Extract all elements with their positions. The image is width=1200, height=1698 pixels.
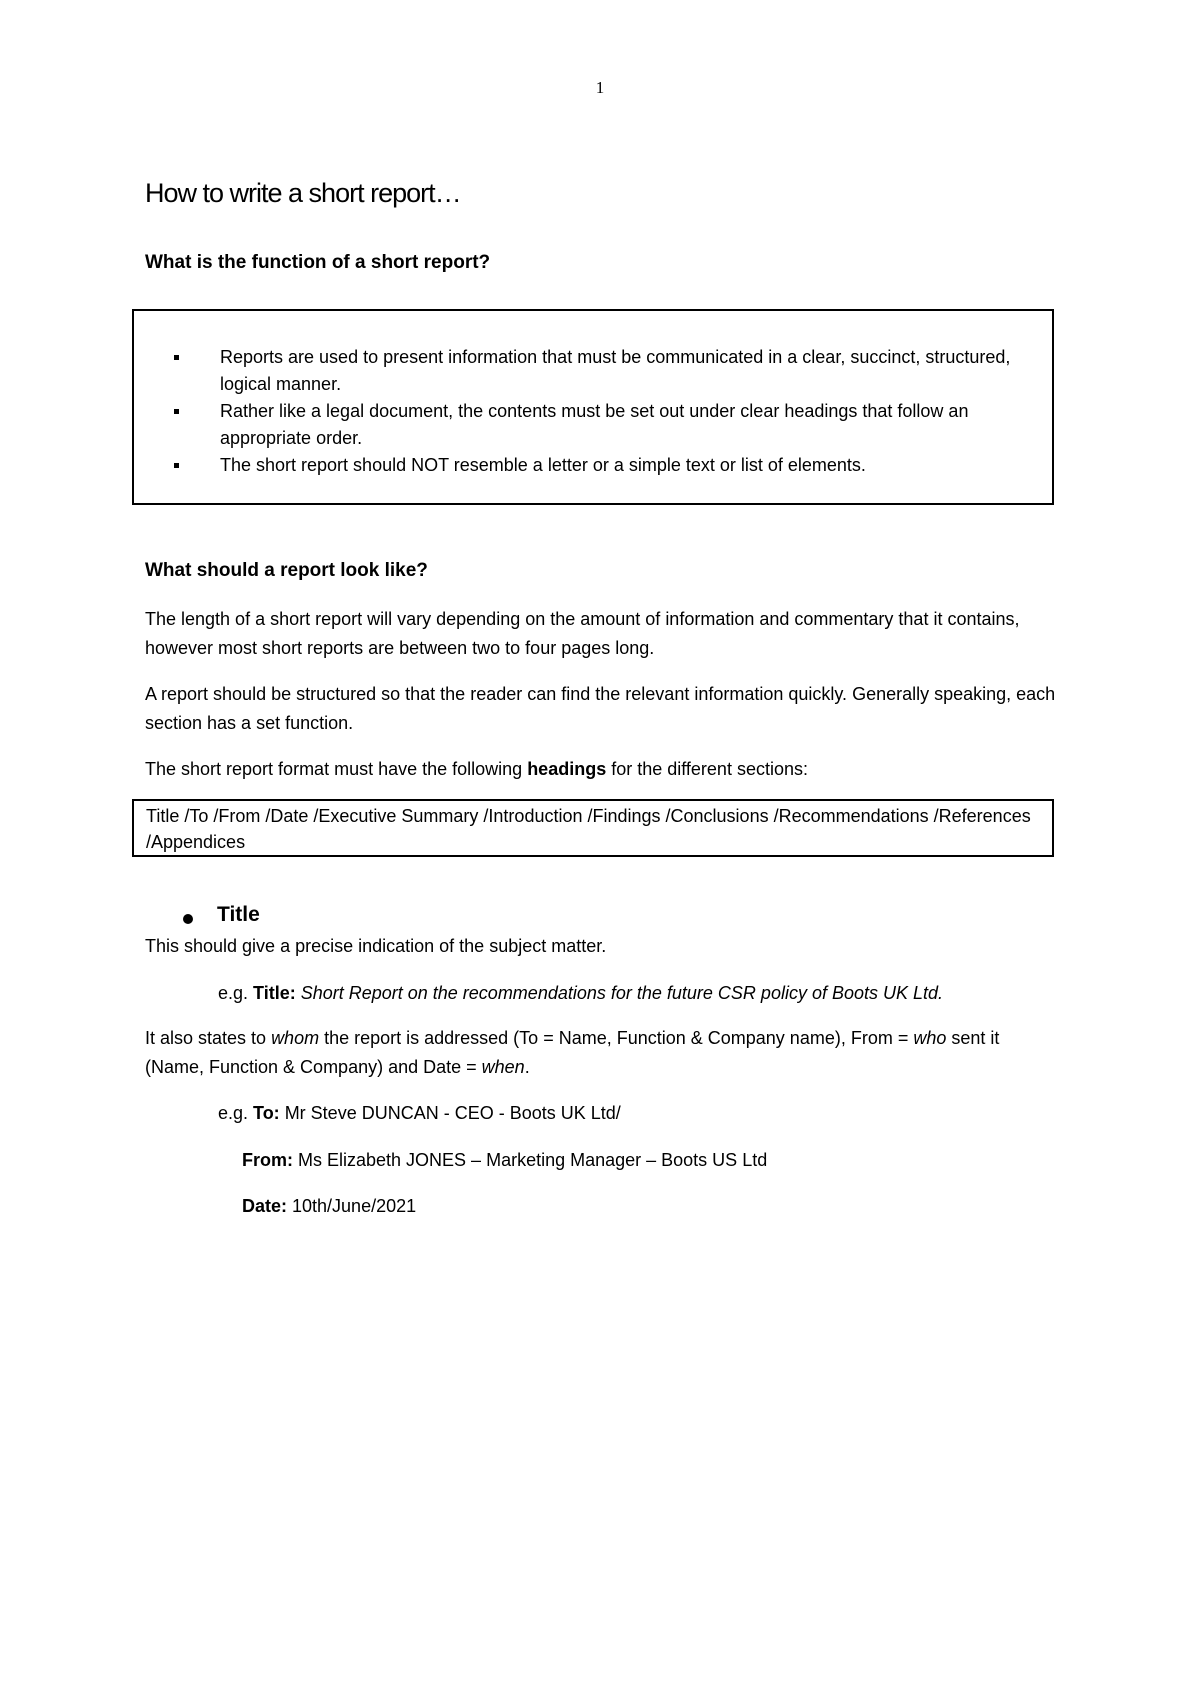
example-title-text: Short Report on the recommendations for the future CSR policy of Boots UK Ltd. (295, 983, 944, 1003)
square-bullet-icon (174, 409, 179, 414)
from-value: Ms Elizabeth JONES – Marketing Manager – Boots US Ltd (293, 1150, 768, 1170)
addressing-text-3: sent it (Name, Function & Company) and Date = (145, 1028, 1000, 1077)
look-heading: What should a report look like? (145, 560, 428, 581)
bullet-text: Rather like a legal document, the contents must be set out under clear headings that follow an appropriate order. (220, 401, 969, 448)
headings-text-end: for the different sections: (606, 759, 808, 779)
addressing-text-2: the report is addressed (To = Name, Function & Company name), From = (319, 1028, 914, 1048)
addressing-text-4: . (524, 1057, 530, 1077)
structure-paragraph: A report should be structured so that the reader can find the relevant information quickly. Generally speaking, each section has a set function. (145, 684, 1056, 733)
square-bullet-icon (174, 355, 179, 360)
headings-bold-word: headings (527, 759, 607, 779)
date-value: 10th/June/2021 (287, 1196, 417, 1216)
headings-text-start: The short report format must have the following (145, 759, 528, 779)
list-item (174, 344, 1014, 398)
function-heading: What is the function of a short report? (145, 252, 491, 273)
title-description: This should give a precise indication of the subject matter. (145, 936, 607, 956)
date-example (242, 1192, 416, 1221)
function-box (132, 309, 1054, 505)
from-label: From: (242, 1150, 293, 1170)
title-example (218, 979, 943, 1008)
addressing-when: when (481, 1057, 525, 1077)
example-prefix: e.g. (218, 1103, 254, 1123)
addressing-paragraph (145, 1024, 1060, 1082)
title-subheading: Title (217, 903, 260, 926)
square-bullet-icon (174, 463, 179, 468)
to-example (218, 1099, 621, 1128)
document-title: How to write a short report… (145, 178, 461, 208)
function-bullet-list (174, 344, 1014, 479)
example-prefix: e.g. (218, 983, 254, 1003)
to-label: To: (253, 1103, 280, 1123)
example-title-label: Title: (253, 983, 296, 1003)
addressing-who: who (913, 1028, 947, 1048)
round-bullet-icon (183, 914, 193, 924)
to-value: Mr Steve DUNCAN - CEO - Boots UK Ltd/ (279, 1103, 621, 1123)
length-paragraph: The length of a short report will vary depending on the amount of information and commentary that it contains, however most short reports are between two to four pages long. (145, 609, 1020, 658)
date-label: Date: (242, 1196, 288, 1216)
list-item (174, 452, 1014, 479)
addressing-text-1: It also states to (145, 1028, 272, 1048)
headings-paragraph (145, 755, 1060, 784)
headings-list-box: Title /To /From /Date /Executive Summary /Introduction /Findings /Conclusions /Recommendations /References /Appendices (132, 799, 1054, 857)
bullet-text: Reports are used to present information that must be communicated in a clear, succinct, structured, logical manner. (220, 347, 1011, 394)
bullet-text: The short report should NOT resemble a letter or a simple text or list of elements. (220, 455, 866, 475)
from-example (242, 1146, 767, 1175)
addressing-whom: whom (271, 1028, 320, 1048)
list-item (174, 398, 1014, 452)
page-number: 1 (595, 78, 605, 97)
